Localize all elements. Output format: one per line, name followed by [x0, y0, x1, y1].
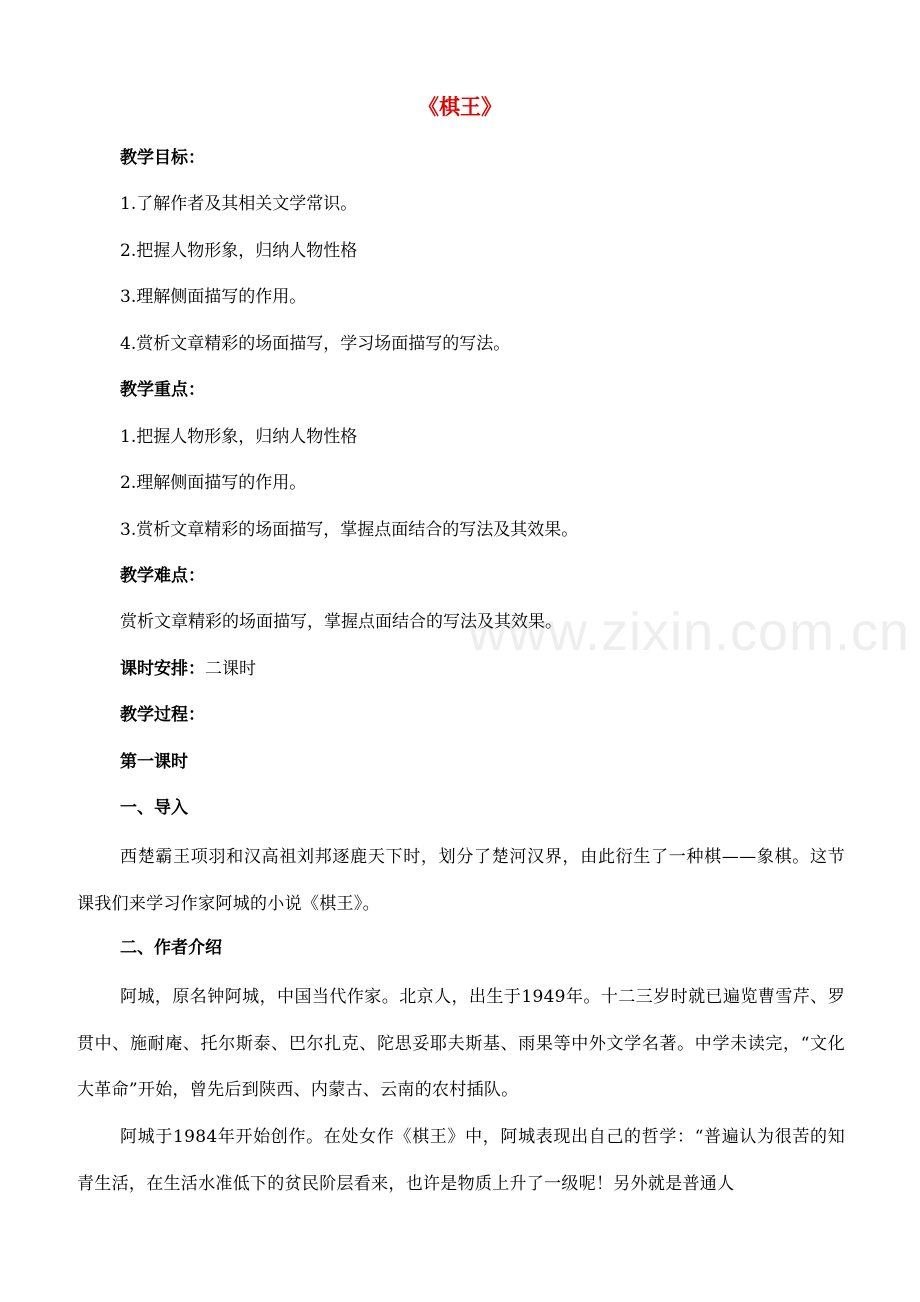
schedule-value: 二课时	[205, 659, 256, 679]
key-point-item-1: 1.把握人物形象，归纳人物性格	[120, 427, 358, 447]
document-title: 《棋王》	[418, 95, 502, 119]
goal-item-1: 1.了解作者及其相关文学常识。	[120, 194, 358, 214]
goal-item-4: 4.赏析文章精彩的场面描写，学习场面描写的写法。	[120, 334, 511, 354]
key-point-item-2: 2.理解侧面描写的作用。	[120, 473, 307, 493]
goal-item-3: 3.理解侧面描写的作用。	[120, 287, 307, 307]
author-heading: 二、作者介绍	[120, 938, 222, 958]
watermark: www.zixin.com.cn	[468, 602, 911, 662]
author-paragraph-2: 阿城于1984年开始创作。在处女作《棋王》中，阿城表现出自己的哲学：“普遍认为很苦的知青生活，在生活水准低下的贫民阶层看来，也许是物质上升了一级呢！另外就是普通人	[77, 1127, 845, 1194]
key-points-heading: 教学重点：	[120, 380, 205, 400]
schedule-label: 课时安排：	[120, 659, 205, 679]
goal-item-2: 2.把握人物形象，归纳人物性格	[120, 241, 358, 261]
difficulty-text: 赏析文章精彩的场面描写，掌握点面结合的写法及其效果。	[120, 612, 562, 632]
intro-heading: 一、导入	[120, 798, 188, 818]
key-point-item-3: 3.赏析文章精彩的场面描写，掌握点面结合的写法及其效果。	[120, 520, 579, 540]
lesson-heading: 第一课时	[120, 752, 188, 772]
process-heading: 教学过程：	[120, 705, 205, 725]
author-paragraph-1: 阿城，原名钟阿城，中国当代作家。北京人，出生于1949年。十二三岁时就已遍览曹雪芹、罗贯中、施耐庵、托尔斯泰、巴尔扎克、陀思妥耶夫斯基、雨果等中外文学名著。中学未读完，“文化大革命”开始，曾先后到陕西、内蒙古、云南的农村插队。	[77, 987, 845, 1100]
difficulty-heading: 教学难点：	[120, 566, 205, 586]
schedule-line	[120, 656, 256, 682]
intro-paragraph: 西楚霸王项羽和汉高祖刘邦逐鹿天下时，划分了楚河汉界，由此衍生了一种棋——象棋。这节课我们来学习作家阿城的小说《棋王》。	[77, 847, 845, 914]
goals-heading: 教学目标：	[120, 148, 205, 168]
